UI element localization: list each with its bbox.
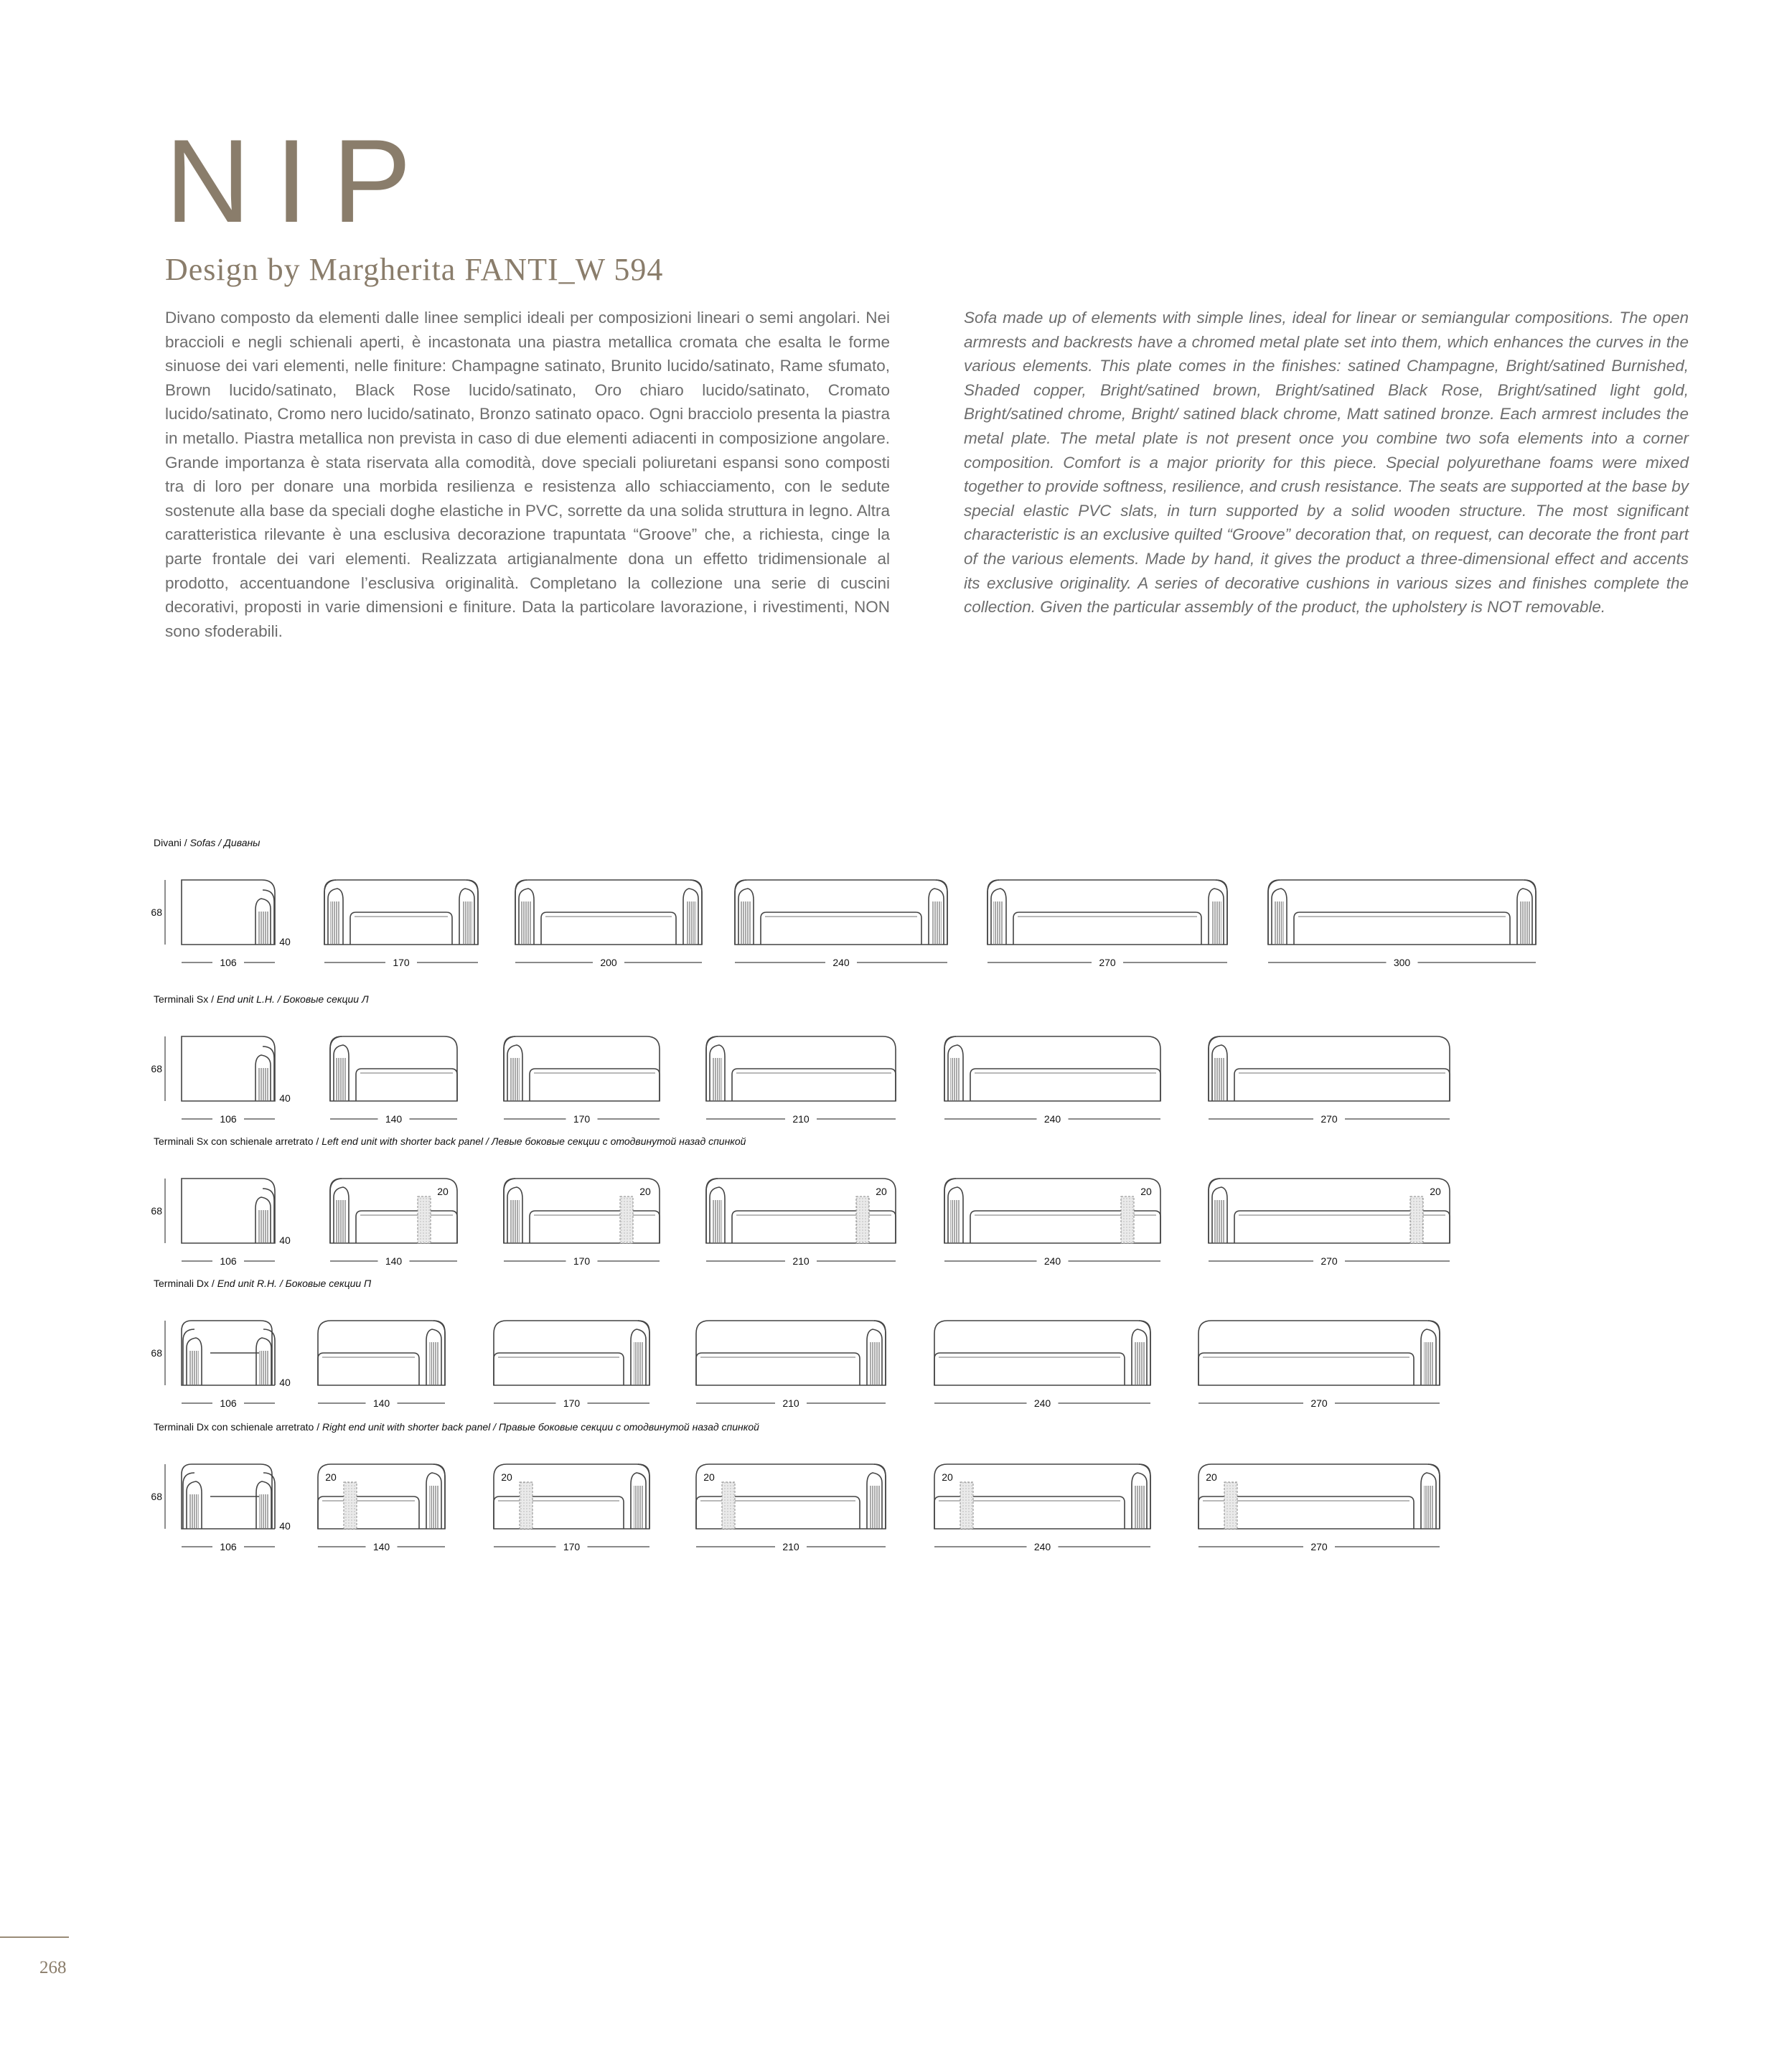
seat-cushion (541, 912, 676, 945)
width-dimension: 140 (385, 1113, 403, 1125)
metal-plate (1135, 1342, 1145, 1385)
seat-cushion (696, 1353, 860, 1385)
metal-plate (521, 901, 531, 944)
width-dimension: 210 (782, 1541, 799, 1552)
metal-plate (1135, 1486, 1145, 1528)
seat-cushion (356, 1069, 457, 1101)
metal-plate (870, 1342, 880, 1385)
metal-plate (259, 1494, 269, 1528)
width-dimension: 210 (792, 1113, 810, 1125)
recessed-back-area (1410, 1196, 1423, 1243)
width-dimension: 240 (1033, 1541, 1051, 1552)
recess-dimension: 20 (437, 1186, 449, 1197)
height-dimension: 68 (151, 907, 162, 918)
width-dimension: 270 (1310, 1541, 1328, 1552)
section-label-en: Left end unit with shorter back panel / Левые боковые секции с отодвинутой назад спинкой (322, 1135, 746, 1147)
height-dimension: 68 (151, 1063, 162, 1074)
recess-dimension: 20 (703, 1471, 715, 1483)
width-dimension: 200 (600, 957, 617, 968)
metal-plate (634, 1342, 644, 1385)
width-dimension: 240 (1043, 1255, 1061, 1267)
height-dimension: 68 (151, 1347, 162, 1359)
width-dimension: 300 (1393, 957, 1411, 968)
seat-cushion (1234, 1069, 1450, 1101)
section-label-en: Right end unit with shorter back panel / Правые боковые секции с отодвинутой назад спинкой (322, 1421, 759, 1433)
metal-plate (686, 901, 696, 944)
product-title: NIP (165, 115, 436, 247)
section-label-en: End unit R.H. / Боковые секции П (217, 1278, 372, 1289)
section-label-it: Terminali Dx / (154, 1278, 217, 1289)
width-dimension: 270 (1310, 1397, 1328, 1409)
height-dimension: 68 (151, 1205, 162, 1217)
metal-plate (429, 1342, 439, 1385)
width-dimension: 106 (220, 1397, 237, 1409)
seat-height-dimension: 40 (279, 1520, 291, 1532)
metal-plate (932, 901, 942, 944)
metal-plate (1274, 901, 1284, 944)
width-dimension: 170 (393, 957, 410, 968)
description-italian: Divano composto da elementi dalle linee semplici ideali per composizioni lineari o semi angolari. Nei braccioli e negli schienali aperti, è incastonata una piastra metallica cromata che esalta le forme sinuose dei vari elementi, nelle finiture: Champagne satinato, Brunito lucido/satinato, Rame sfumato, Brown lucido/satinato, Black Rose lucido/satinato, Oro chiaro lucido/satinato, Cromato lucido/satinato, Cromo nero lucido/satinato, Bronzo satinato opaco. Ogni bracciolo presenta la piastra in metallo. Piastra metallica non prevista in caso di due elementi adiacenti in composizione angolare. Grande importanza è stata riservata alla comodità, dove speciali poliuretani espansi sono composti tra di loro per donare una morbida resilienza e resistenza allo schiacciamento, con le sedute sostenute alla base da speciali doghe elastiche in PVC, sorrette da una solida struttura in legno. Altra caratteristica rilevante è una esclusiva decorazione trapuntata “Groove” che, a richiesta, cinge la parte frontale dei vari elementi. Realizzata artigianalmente dona un effetto tridimensionale al prodotto, accentuandone l’esclusiva originalità. Completano la collezione una serie di cuscini decorativi, proposti in varie dimensioni e finiture. Data la particolare lavorazione, i rivestimenti, NON sono sfoderabili. (165, 309, 890, 640)
metal-plate (258, 912, 268, 944)
seat-cushion (318, 1353, 419, 1385)
width-dimension: 270 (1320, 1255, 1338, 1267)
width-dimension: 270 (1320, 1113, 1338, 1125)
metal-plate (1424, 1342, 1434, 1385)
section-label-it: Divani / (154, 837, 190, 848)
recess-dimension: 20 (1430, 1186, 1441, 1197)
page-number: 268 (39, 1958, 67, 1977)
recess-dimension: 20 (876, 1186, 887, 1197)
metal-plate (336, 1058, 346, 1100)
seat-height-dimension: 40 (279, 1235, 291, 1246)
width-dimension: 106 (220, 957, 237, 968)
width-dimension: 140 (372, 1541, 390, 1552)
seat-cushion (494, 1496, 624, 1529)
metal-plate (258, 1210, 268, 1242)
metal-plate (258, 1068, 268, 1100)
seat-cushion (934, 1353, 1125, 1385)
metal-plate (510, 1200, 520, 1242)
metal-plate (712, 1058, 722, 1100)
metal-plate (634, 1486, 644, 1528)
seat-cushion (1198, 1353, 1414, 1385)
metal-plate (189, 1351, 199, 1385)
seat-cushion (530, 1211, 660, 1243)
recess-dimension: 20 (501, 1471, 512, 1483)
metal-plate (712, 1200, 722, 1242)
metal-plate (1520, 901, 1530, 944)
metal-plate (462, 901, 472, 944)
width-dimension: 140 (372, 1397, 390, 1409)
section-label-it: Terminali Sx / (154, 993, 217, 1005)
recessed-back-area (960, 1482, 973, 1529)
seat-cushion (356, 1211, 457, 1243)
seat-height-dimension: 40 (279, 1377, 291, 1388)
recessed-back-area (418, 1196, 431, 1243)
metal-plate (950, 1058, 960, 1100)
seat-cushion (318, 1496, 419, 1529)
recessed-back-area (856, 1196, 869, 1243)
metal-plate (1424, 1486, 1434, 1528)
seat-cushion (696, 1496, 860, 1529)
width-dimension: 240 (1043, 1113, 1061, 1125)
metal-plate (741, 901, 751, 944)
width-dimension: 240 (1033, 1397, 1051, 1409)
seat-height-dimension: 40 (279, 1092, 291, 1104)
recess-dimension: 20 (639, 1186, 651, 1197)
width-dimension: 270 (1099, 957, 1116, 968)
metal-plate (870, 1486, 880, 1528)
width-dimension: 170 (573, 1113, 591, 1125)
seat-cushion (1013, 912, 1201, 945)
seat-cushion (1294, 912, 1510, 945)
width-dimension: 106 (220, 1113, 237, 1125)
seat-cushion (350, 912, 452, 945)
width-dimension: 170 (563, 1397, 581, 1409)
section-label-it: Terminali Sx con schienale arretrato / (154, 1135, 322, 1147)
metal-plate (1211, 901, 1221, 944)
page-number-rule (0, 1936, 69, 1938)
seat-cushion (530, 1069, 660, 1101)
width-dimension: 106 (220, 1255, 237, 1267)
recessed-back-area (344, 1482, 357, 1529)
recess-dimension: 20 (942, 1471, 953, 1483)
recessed-back-area (620, 1196, 633, 1243)
recessed-back-area (722, 1482, 735, 1529)
section-label-en: End unit L.H. / Боковые секции Л (216, 993, 369, 1005)
width-dimension: 210 (792, 1255, 810, 1267)
metal-plate (1214, 1200, 1224, 1242)
width-dimension: 240 (832, 957, 850, 968)
metal-plate (429, 1486, 439, 1528)
metal-plate (189, 1494, 199, 1528)
metal-plate (330, 901, 340, 944)
width-dimension: 140 (385, 1255, 403, 1267)
width-dimension: 106 (220, 1541, 237, 1552)
seat-cushion (732, 1211, 896, 1243)
width-dimension: 210 (782, 1397, 799, 1409)
section-label-it: Terminali Dx con schienale arretrato / (154, 1421, 322, 1433)
recessed-back-area (520, 1482, 533, 1529)
metal-plate (1214, 1058, 1224, 1100)
width-dimension: 170 (563, 1541, 581, 1552)
metal-plate (950, 1200, 960, 1242)
seat-cushion (494, 1353, 624, 1385)
width-dimension: 170 (573, 1255, 591, 1267)
metal-plate (336, 1200, 346, 1242)
height-dimension: 68 (151, 1491, 162, 1502)
metal-plate (259, 1351, 269, 1385)
metal-plate (993, 901, 1003, 944)
recess-dimension: 20 (1206, 1471, 1217, 1483)
seat-cushion (732, 1069, 896, 1101)
recess-dimension: 20 (1140, 1186, 1152, 1197)
metal-plate (510, 1058, 520, 1100)
recessed-back-area (1121, 1196, 1134, 1243)
recessed-back-area (1224, 1482, 1237, 1529)
recess-dimension: 20 (325, 1471, 337, 1483)
section-label-en: Sofas / Диваны (189, 837, 261, 848)
seat-cushion (970, 1069, 1160, 1101)
designer-subtitle: Design by Margherita FANTI_W 594 (165, 252, 664, 287)
seat-height-dimension: 40 (279, 936, 291, 947)
seat-cushion (761, 912, 921, 945)
description-english: Sofa made up of elements with simple lines, ideal for linear or semiangular compositions. The open armrests and backrests have a chromed metal plate set into them, which enhances the curves in the various elements. This plate comes in the finishes: satined Champagne, Bright/satined Burnished, Shaded copper, Bright/satined brown, Bright/satined Black Rose, Bright/satined light gold, Bright/satined chrome, Bright/ satined black chrome, Matt satined bronze. Each armrest includes the metal plate. The metal plate is not present once you combine two sofa elements into a corner composition. Comfort is a major priority for this piece. Special polyurethane foams were mixed together to provide softness, resilience, and crush resistance. The seats are supported at the base by special elastic PVC slats, in turn supported by a solid wooden structure. The most significant characteristic is an exclusive quilted “Groove” decoration that, on request, can decorate the front part of the various elements. Made by hand, it gives the product a three-dimensional effect and accents its exclusive originality. A series of decorative cushions in various sizes and finishes complete the collection. Given the particular assembly of the product, the upholstery is NOT removable. (964, 309, 1689, 617)
